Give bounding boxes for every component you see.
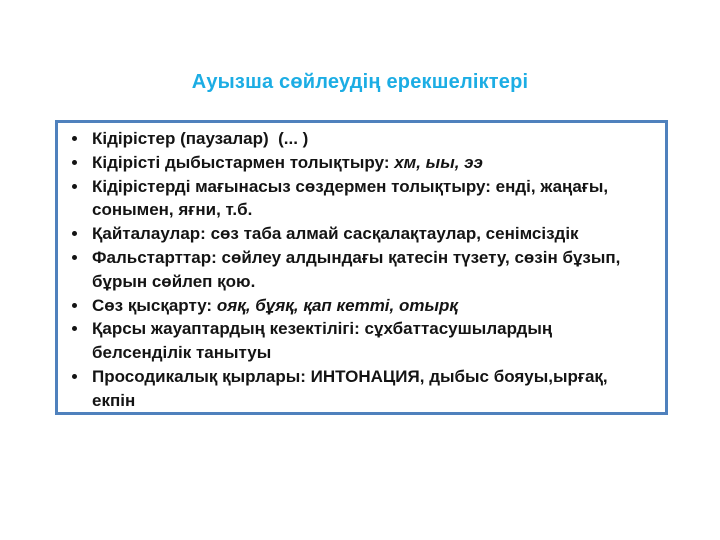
list-item — [58, 151, 665, 175]
slide-title: Ауызша сөйлеудің ерекшеліктері — [191, 71, 529, 93]
list-item — [58, 222, 665, 246]
list-item-example-text: хм, ыы, ээ — [394, 152, 483, 172]
bullet-list — [58, 123, 665, 413]
list-item — [58, 246, 665, 294]
list-item-text: Қайталаулар: сөз таба алмай сасқалақтаулар, сенімсіздік — [92, 224, 579, 244]
list-item — [58, 365, 665, 413]
content-box — [55, 120, 668, 415]
list-item-text: Кідірістерді мағынасыз сөздермен толықтыру: енді, жаңағы, сонымен, яғни, т.б. — [92, 176, 613, 220]
list-item-text: Кідірістер (паузалар) (... ) — [92, 129, 309, 148]
list-item-text: Просодикалық қырлары: ИНТОНАЦИЯ, дыбыс бояуы,ырғақ, екпін — [92, 366, 613, 410]
list-item-text: Қарсы жауаптардың кезектілігі: сұхбаттасушылардың белсенділік танытуы — [92, 319, 557, 363]
list-item-text: Кідірісті дыбыстармен толықтыру: — [92, 152, 395, 172]
list-item — [58, 127, 665, 151]
list-item-text: Фальстарттар: сөйлеу алдындағы қатесін түзету, сөзін бұзып, бұрын сөйлеп қою. — [92, 247, 626, 291]
list-item — [58, 175, 665, 223]
list-item — [58, 294, 665, 318]
list-item-text: Сөз қысқарту: — [92, 295, 217, 315]
list-item-example-text: ояқ, бұяқ, қап кетті, отырқ — [216, 295, 458, 315]
list-item — [58, 317, 665, 365]
